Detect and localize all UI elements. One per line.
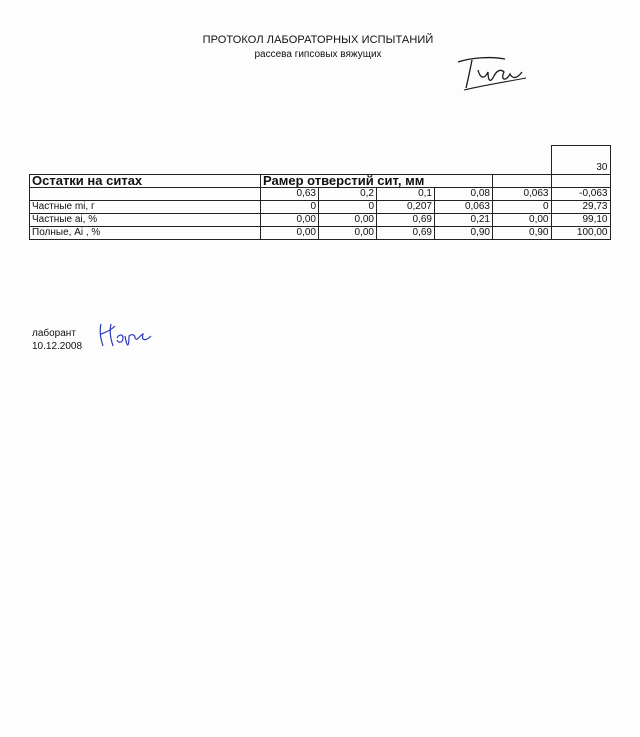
lab-footer <box>32 327 82 353</box>
value-cell: 99,10 <box>551 214 610 227</box>
sizes-row <box>30 188 611 201</box>
signature-lab-handwriting <box>95 318 155 353</box>
table-row <box>30 201 611 214</box>
table-row <box>30 227 611 240</box>
signature-tula-handwriting <box>450 50 530 95</box>
row-label: Частные ai, % <box>30 214 261 227</box>
value-cell: 0,69 <box>377 214 435 227</box>
table-header-row <box>30 175 611 188</box>
value-cell: 0,90 <box>493 227 552 240</box>
header-empty-2 <box>551 175 610 188</box>
header-left: Остатки на ситах <box>30 175 261 188</box>
top-value-cell: 30 <box>551 146 610 175</box>
value-cell: 0 <box>319 201 377 214</box>
value-cell: 0 <box>261 201 319 214</box>
value-cell: 100,00 <box>551 227 610 240</box>
lab-role: лаборант <box>32 328 76 339</box>
value-cell: 29,73 <box>551 201 610 214</box>
top-value-row <box>30 146 611 175</box>
header-right: Рамер отверстий сит, мм <box>261 175 493 188</box>
size-cell: 0,063 <box>493 188 552 201</box>
sizes-label-cell <box>30 188 261 201</box>
size-cell: 0,1 <box>377 188 435 201</box>
sieve-results-table <box>29 145 611 240</box>
value-cell: 0,063 <box>435 201 493 214</box>
lab-date: 10.12.2008 <box>32 341 83 352</box>
value-cell: 0,00 <box>319 214 377 227</box>
size-cell: -0,063 <box>551 188 610 201</box>
value-cell: 0,00 <box>319 227 377 240</box>
table-row <box>30 214 611 227</box>
header-empty-1 <box>493 175 552 188</box>
document-title: ПРОТОКОЛ ЛАБОРАТОРНЫХ ИСПЫТАНИЙ <box>202 34 434 46</box>
value-cell: 0,00 <box>261 227 319 240</box>
value-cell: 0 <box>493 201 552 214</box>
value-cell: 0,69 <box>377 227 435 240</box>
row-label: Полные, Ai , % <box>30 227 261 240</box>
value-cell: 0,00 <box>493 214 552 227</box>
size-cell: 0,63 <box>261 188 319 201</box>
value-cell: 0,00 <box>261 214 319 227</box>
size-cell: 0,08 <box>435 188 493 201</box>
document-subtitle: рассева гипсовых вяжущих <box>254 49 382 60</box>
row-label: Частные mi, г <box>30 201 261 214</box>
value-cell: 0,207 <box>377 201 435 214</box>
size-cell: 0,2 <box>319 188 377 201</box>
value-cell: 0,21 <box>435 214 493 227</box>
value-cell: 0,90 <box>435 227 493 240</box>
